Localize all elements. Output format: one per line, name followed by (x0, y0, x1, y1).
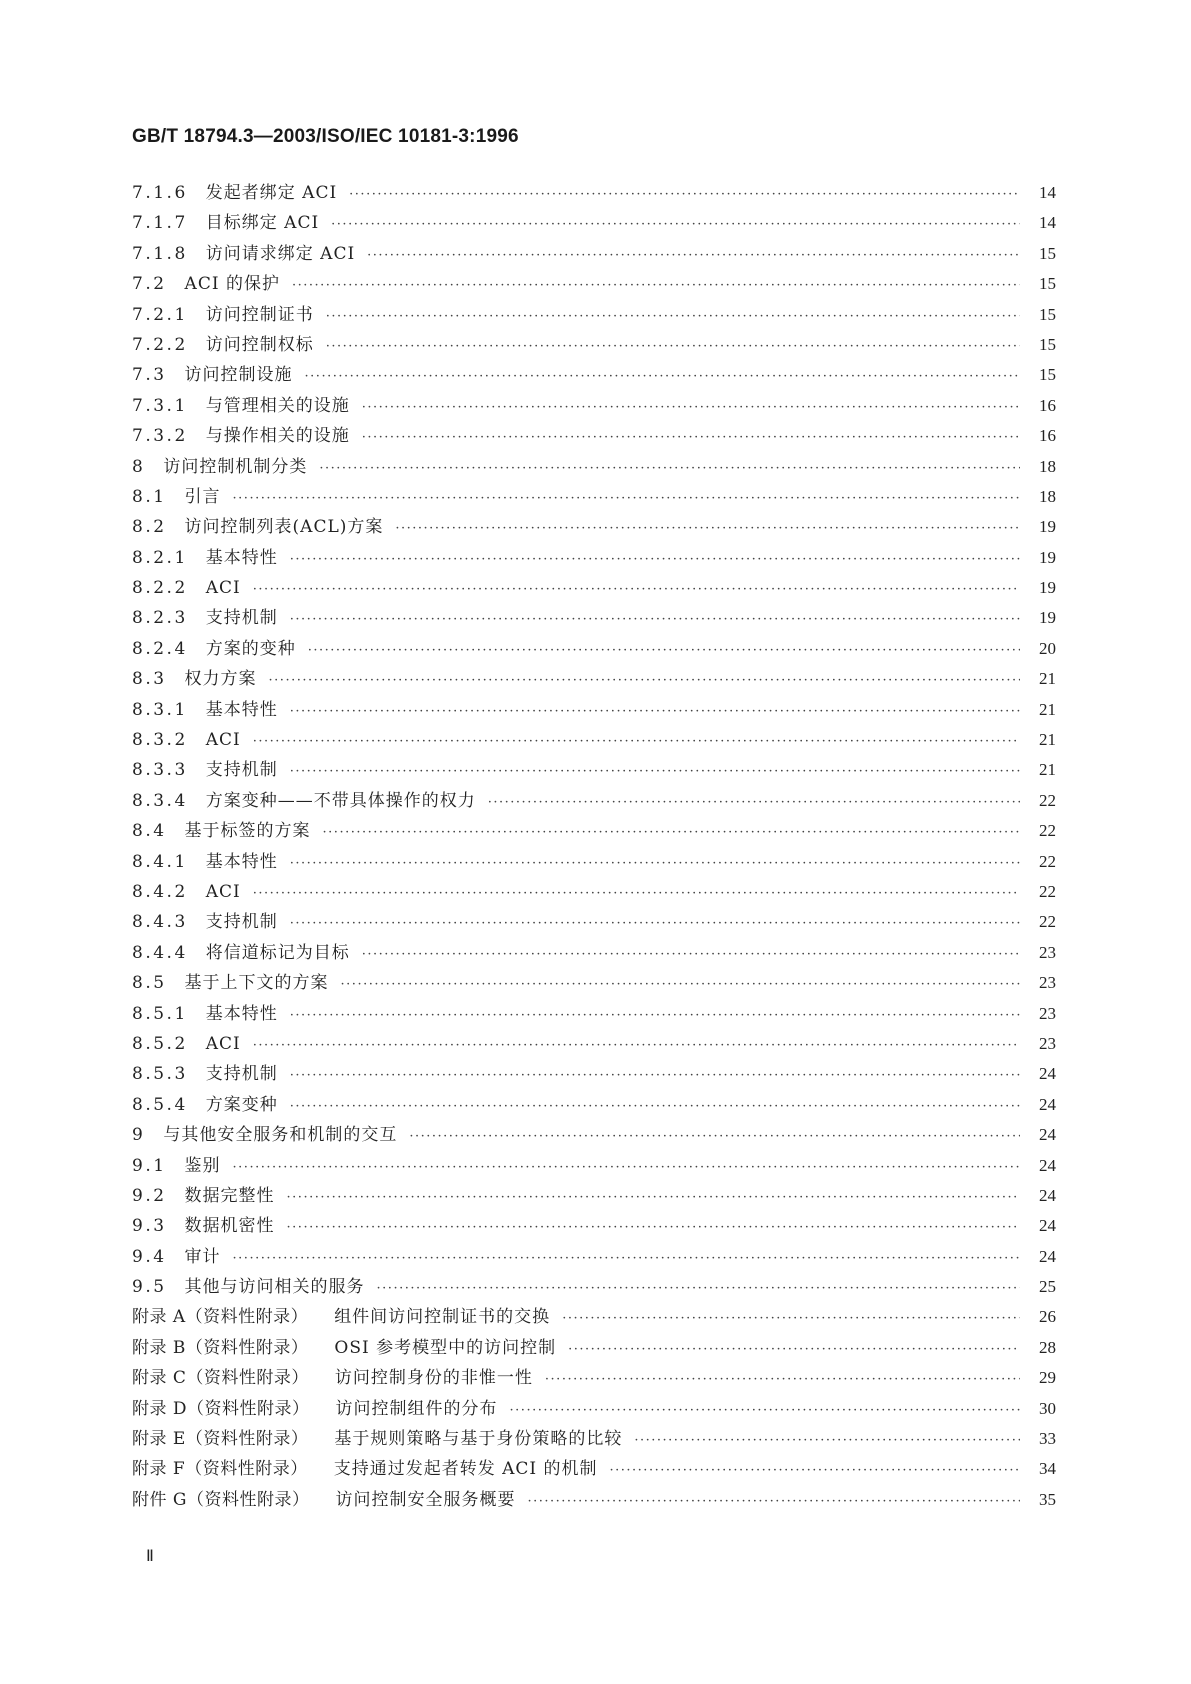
toc-appendix-title: 组件间访问控制证书的交换 (334, 1307, 551, 1328)
toc-page-number: 18 (1039, 486, 1056, 506)
toc-page-number: 14 (1039, 183, 1056, 202)
toc-section-title: 支持机制 (205, 912, 278, 933)
toc-page-number: 20 (1039, 638, 1056, 658)
toc-page-number: 15 (1039, 243, 1056, 263)
toc-page-number: 15 (1039, 365, 1056, 385)
toc-page-number: 15 (1039, 274, 1056, 294)
toc-entry[interactable] (132, 421, 1056, 451)
toc-appendix-title: 访问控制组件的分布 (335, 1398, 498, 1419)
toc-entry[interactable] (132, 634, 1056, 664)
toc-section-number: 7.3.2 (132, 426, 188, 447)
toc-section-title: 访问控制列表(ACL)方案 (184, 517, 384, 538)
toc-entry[interactable] (132, 208, 1056, 238)
toc-page-number: 22 (1039, 790, 1056, 810)
toc-section-number: 9 (132, 1125, 146, 1146)
toc-page-number: 24 (1039, 1094, 1056, 1114)
toc-leader-dots (292, 271, 1020, 301)
toc-section-title: 基本特性 (205, 851, 278, 872)
toc-appendix-entry[interactable] (132, 1333, 1056, 1363)
toc-leader-dots (409, 1122, 1020, 1152)
toc-leader-dots (367, 241, 1020, 271)
toc-page-number: 22 (1039, 851, 1056, 871)
toc-section-title: ACI 的保护 (184, 274, 280, 295)
toc-section-title: 发起者绑定 ACI (205, 183, 338, 203)
toc-section-title: 基本特性 (205, 547, 278, 568)
toc-page-number: 23 (1039, 973, 1056, 993)
toc-section-title: 方案变种 (205, 1094, 278, 1115)
toc-section-number: 8.3.3 (132, 760, 188, 781)
toc-leader-dots (362, 393, 1020, 423)
toc-page-number: 15 (1039, 304, 1056, 324)
toc-page-number: 19 (1039, 578, 1056, 598)
toc-leader-dots (253, 575, 1020, 605)
toc-entry[interactable] (132, 269, 1056, 299)
toc-leader-dots (545, 1365, 1020, 1395)
toc-page-number: 29 (1039, 1368, 1056, 1388)
toc-section-number: 8.3.2 (132, 730, 188, 751)
toc-page-number: 23 (1039, 942, 1056, 962)
toc-entry[interactable] (132, 1059, 1056, 1089)
toc-section-number: 9.5 (132, 1277, 167, 1298)
toc-leader-dots (233, 1153, 1020, 1183)
toc-section-number: 8.4.1 (132, 851, 188, 872)
toc-page-number: 22 (1039, 912, 1056, 932)
toc-entry[interactable] (132, 1272, 1056, 1302)
toc-page-number: 28 (1039, 1337, 1056, 1357)
toc-section-number: 8.5 (132, 973, 167, 994)
toc-section-title: 基本特性 (205, 699, 278, 720)
page-number: Ⅱ (146, 1548, 154, 1565)
toc-leader-dots (562, 1304, 1020, 1334)
toc-entry[interactable] (132, 239, 1056, 269)
toc-appendix-entry[interactable] (132, 1363, 1056, 1393)
toc-leader-dots (290, 605, 1020, 635)
toc-page-number: 18 (1039, 456, 1056, 476)
toc-appendix-label: 附录 D（资料性附录） (132, 1398, 310, 1419)
toc-entry[interactable] (132, 178, 1056, 208)
toc-section-number: 8.4 (132, 821, 167, 842)
toc-section-title: 权力方案 (184, 669, 257, 690)
toc-entry[interactable] (132, 1151, 1056, 1181)
toc-entry[interactable] (132, 330, 1056, 360)
toc-entry[interactable] (132, 300, 1056, 330)
toc-entry[interactable] (132, 755, 1056, 785)
toc-section-title: ACI (205, 1033, 241, 1054)
document-header: GB/T 18794.3—2003/ISO/IEC 10181-3:1996 (132, 126, 519, 147)
toc-section-number: 7.3 (132, 365, 167, 386)
toc-appendix-entry[interactable] (132, 1394, 1056, 1424)
toc-section-number: 7.1.6 (132, 183, 188, 203)
toc-page-number: 22 (1039, 881, 1056, 901)
toc-section-number: 7.2.2 (132, 334, 188, 355)
toc-section-title: 方案的变种 (205, 638, 296, 659)
toc-leader-dots (510, 1396, 1020, 1426)
toc-section-title: 基于标签的方案 (184, 821, 311, 842)
toc-entry[interactable] (132, 1181, 1056, 1211)
toc-section-title: 目标绑定 ACI (205, 213, 320, 234)
toc-entry[interactable] (132, 1090, 1056, 1120)
toc-leader-dots (253, 1031, 1020, 1061)
toc-leader-dots (253, 727, 1020, 757)
toc-section-number: 7.2.1 (132, 304, 188, 325)
toc-entry[interactable] (132, 1242, 1056, 1272)
toc-leader-dots (634, 1426, 1020, 1456)
toc-section-title: 访问请求绑定 ACI (205, 243, 356, 264)
toc-entry[interactable] (132, 695, 1056, 725)
toc-appendix-entry[interactable] (132, 1302, 1056, 1332)
toc-leader-dots (349, 180, 1020, 210)
toc-section-number: 8.3.1 (132, 699, 188, 720)
toc-section-title: 数据机密性 (184, 1216, 275, 1237)
toc-entry[interactable] (132, 573, 1056, 603)
toc-section-number: 8.2.3 (132, 608, 188, 629)
toc-leader-dots (377, 1274, 1020, 1304)
toc-section-number: 8.5.1 (132, 1003, 188, 1024)
toc-entry[interactable] (132, 452, 1056, 482)
toc-section-number: 8.1 (132, 486, 167, 507)
toc-page-number: 19 (1039, 608, 1056, 628)
toc-leader-dots (341, 970, 1020, 1000)
toc-leader-dots (269, 666, 1020, 696)
toc-section-number: 8.3.4 (132, 790, 188, 811)
toc-section-title: ACI (205, 881, 241, 902)
toc-section-title: 鉴别 (184, 1155, 221, 1176)
toc-leader-dots (305, 362, 1020, 392)
toc-section-number: 9.3 (132, 1216, 167, 1237)
toc-leader-dots (253, 879, 1020, 909)
toc-entry[interactable] (132, 816, 1056, 846)
toc-leader-dots (290, 1061, 1020, 1091)
toc-section-title: 与其他安全服务和机制的交互 (163, 1125, 398, 1146)
toc-page-number: 30 (1039, 1398, 1056, 1418)
toc-section-title: 与操作相关的设施 (205, 426, 350, 447)
toc-leader-dots (287, 1183, 1020, 1213)
toc-leader-dots (326, 302, 1020, 332)
toc-appendix-label: 附件 G（资料性附录） (132, 1489, 310, 1510)
toc-page-number: 16 (1039, 426, 1056, 446)
toc-section-number: 8 (132, 456, 146, 477)
toc-page-number: 33 (1039, 1429, 1056, 1449)
toc-section-number: 8.2.2 (132, 578, 188, 599)
toc-section-title: 访问控制证书 (205, 304, 314, 325)
toc-leader-dots (290, 697, 1020, 727)
toc-section-title: 方案变种——不带具体操作的权力 (205, 790, 476, 811)
toc-page-number: 23 (1039, 1033, 1056, 1053)
toc-entry[interactable] (132, 543, 1056, 573)
toc-section-title: 数据完整性 (184, 1185, 275, 1206)
toc-page-number: 22 (1039, 821, 1056, 841)
toc-appendix-title: 访问控制安全服务概要 (335, 1489, 516, 1510)
toc-section-number: 8.5.3 (132, 1064, 188, 1085)
toc-page-number: 21 (1039, 669, 1056, 689)
toc-leader-dots (233, 484, 1020, 514)
toc-page-number: 15 (1039, 334, 1056, 354)
toc-leader-dots (308, 636, 1020, 666)
toc-page-number: 25 (1039, 1277, 1056, 1297)
toc-section-number: 8.3 (132, 669, 167, 690)
toc-page-number: 34 (1039, 1459, 1056, 1479)
toc-leader-dots (395, 514, 1020, 544)
toc-leader-dots (290, 909, 1020, 939)
toc-page-number: 21 (1039, 730, 1056, 750)
toc-appendix-label: 附录 A（资料性附录） (132, 1307, 309, 1328)
toc-leader-dots (290, 1001, 1020, 1031)
toc-leader-dots (290, 1092, 1020, 1122)
toc-section-number: 9.1 (132, 1155, 167, 1176)
toc-appendix-entry[interactable] (132, 1454, 1056, 1484)
toc-section-title: 访问控制机制分类 (163, 456, 308, 477)
toc-leader-dots (326, 332, 1020, 362)
toc-entry[interactable] (132, 1211, 1056, 1241)
toc-page-number: 24 (1039, 1125, 1056, 1145)
toc-appendix-entry[interactable] (132, 1485, 1056, 1515)
toc-section-number: 7.2 (132, 274, 167, 295)
toc-entry[interactable] (132, 786, 1056, 816)
toc-section-number: 8.4.4 (132, 942, 188, 963)
toc-entry[interactable] (132, 603, 1056, 633)
toc-section-number: 8.2.1 (132, 547, 188, 568)
toc-appendix-label: 附录 F（资料性附录） (132, 1459, 308, 1480)
toc-entry[interactable] (132, 847, 1056, 877)
toc-entry[interactable] (132, 938, 1056, 968)
toc-section-number: 8.2 (132, 517, 167, 538)
toc-entry[interactable] (132, 968, 1056, 998)
toc-appendix-entry[interactable] (132, 1424, 1056, 1454)
toc-appendix-label: 附录 C（资料性附录） (132, 1368, 309, 1389)
toc-entry[interactable] (132, 482, 1056, 512)
toc-leader-dots (290, 545, 1020, 575)
toc-section-title: 引言 (184, 486, 221, 507)
toc-entry[interactable] (132, 907, 1056, 937)
toc-page-number: 19 (1039, 547, 1056, 567)
toc-leader-dots (290, 849, 1020, 879)
toc-section-number: 7.1.7 (132, 213, 188, 234)
toc-section-title: 审计 (184, 1246, 221, 1267)
toc-leader-dots (488, 788, 1020, 818)
toc-entry[interactable] (132, 391, 1056, 421)
toc-leader-dots (568, 1335, 1020, 1365)
toc-section-title: 基于上下文的方案 (184, 973, 329, 994)
toc-leader-dots (527, 1487, 1020, 1517)
toc-leader-dots (233, 1244, 1020, 1274)
toc-section-number: 8.5.4 (132, 1094, 188, 1115)
toc-section-number: 9.4 (132, 1246, 167, 1267)
toc-page-number: 16 (1039, 395, 1056, 415)
toc-entry[interactable] (132, 1120, 1056, 1150)
toc-leader-dots (362, 423, 1020, 453)
toc-page-number: 24 (1039, 1246, 1056, 1266)
toc-page-number: 24 (1039, 1064, 1056, 1084)
toc-entry[interactable] (132, 725, 1056, 755)
toc-section-number: 8.4.2 (132, 881, 188, 902)
toc-section-number: 8.5.2 (132, 1033, 188, 1054)
toc-section-title: 支持机制 (205, 760, 278, 781)
toc-page-number: 26 (1039, 1307, 1056, 1327)
toc-appendix-label: 附录 B（资料性附录） (132, 1337, 309, 1358)
toc-leader-dots (290, 757, 1020, 787)
toc-leader-dots (610, 1456, 1020, 1486)
toc-leader-dots (331, 210, 1020, 240)
toc-entry[interactable] (132, 1029, 1056, 1059)
toc-section-number: 8.4.3 (132, 912, 188, 933)
toc-leader-dots (319, 454, 1020, 484)
toc-section-title: 基本特性 (205, 1003, 278, 1024)
toc-appendix-title: OSI 参考模型中的访问控制 (334, 1337, 557, 1358)
toc-leader-dots (323, 818, 1020, 848)
toc-appendix-label: 附录 E（资料性附录） (132, 1429, 309, 1450)
toc-section-number: 8.2.4 (132, 638, 188, 659)
toc-section-title: 支持机制 (205, 1064, 278, 1085)
toc-section-number: 9.2 (132, 1185, 167, 1206)
toc-entry[interactable] (132, 512, 1056, 542)
toc-page-number: 24 (1039, 1185, 1056, 1205)
toc-entry[interactable] (132, 360, 1056, 390)
toc-page-number: 19 (1039, 517, 1056, 537)
toc-section-title: ACI (205, 730, 241, 751)
toc-section-title: 其他与访问相关的服务 (184, 1277, 365, 1298)
toc-section-title: 访问控制权标 (205, 334, 314, 355)
toc-appendix-title: 访问控制身份的非惟一性 (334, 1368, 533, 1389)
toc-entry[interactable] (132, 999, 1056, 1029)
toc-page-number: 14 (1039, 213, 1056, 233)
toc-leader-dots (287, 1213, 1020, 1243)
toc-appendix-title: 支持通过发起者转发 ACI 的机制 (333, 1459, 598, 1480)
toc-entry[interactable] (132, 877, 1056, 907)
toc-section-title: ACI (205, 578, 241, 599)
toc-page-number: 24 (1039, 1216, 1056, 1236)
toc-page-number: 21 (1039, 760, 1056, 780)
toc-page-number: 21 (1039, 699, 1056, 719)
toc-section-number: 7.3.1 (132, 395, 188, 416)
toc-appendix-title: 基于规则策略与基于身份策略的比较 (334, 1429, 623, 1450)
toc-section-title: 将信道标记为目标 (205, 942, 350, 963)
toc-page-number: 24 (1039, 1155, 1056, 1175)
toc-leader-dots (362, 940, 1020, 970)
table-of-contents (132, 178, 1056, 1515)
toc-section-number: 7.1.8 (132, 243, 188, 264)
toc-page-number: 23 (1039, 1003, 1056, 1023)
toc-page-number: 35 (1039, 1489, 1056, 1509)
toc-section-title: 支持机制 (205, 608, 278, 629)
toc-section-title: 与管理相关的设施 (205, 395, 350, 416)
toc-entry[interactable] (132, 664, 1056, 694)
toc-section-title: 访问控制设施 (184, 365, 293, 386)
